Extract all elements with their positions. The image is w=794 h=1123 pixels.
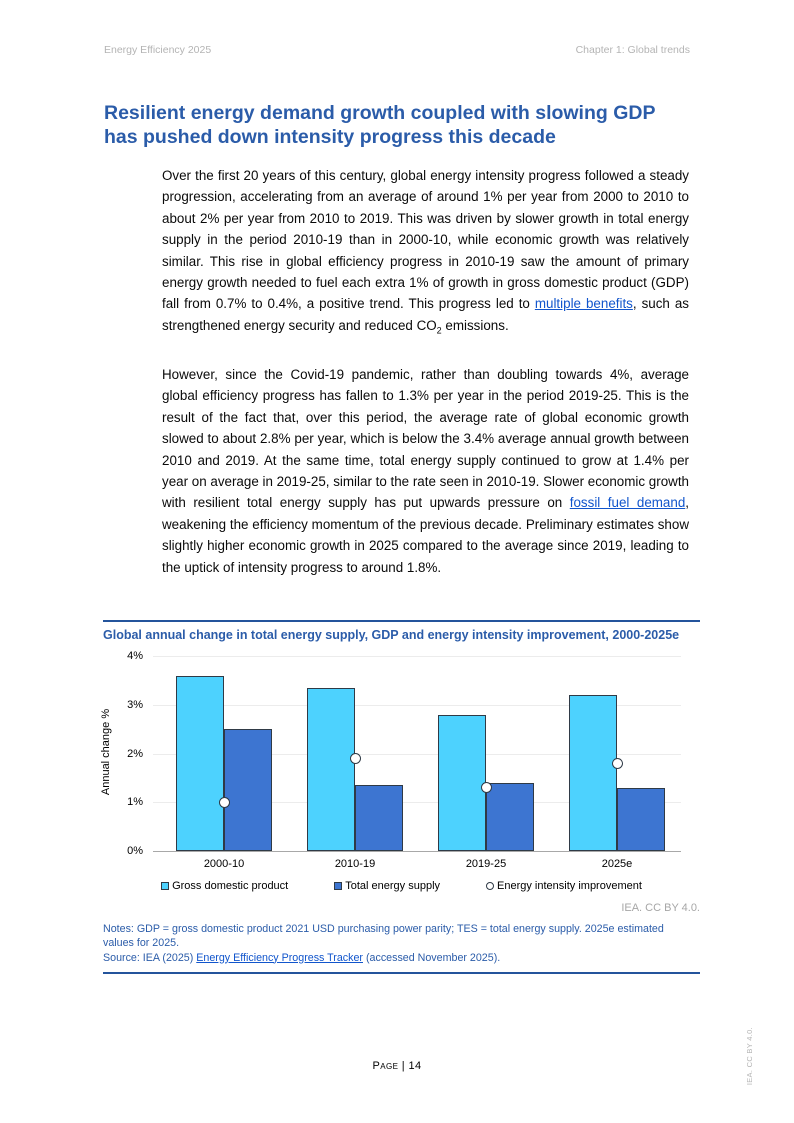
legend-item-energy-intensity-improvement (486, 880, 642, 892)
text-run: Notes: GDP = gross domestic product 2021 USD purchasing power parity; TES = total energy supply. 2025e estimated values for 2025. (103, 923, 664, 950)
chart-legend (103, 880, 700, 892)
circle-marker-icon (486, 882, 494, 890)
marker-energy-intensity-improvement-2000-10 (219, 797, 230, 808)
text-link[interactable]: fossil fuel demand (569, 495, 686, 511)
legend-label: Gross domestic product (172, 880, 289, 892)
x-tick-2025e: 2025e (601, 858, 633, 870)
figure-bottom-rule (103, 972, 700, 974)
bar-gross-domestic-product-2010-19 (307, 688, 355, 851)
y-tick-2%: 2% (127, 747, 143, 760)
bar-total-energy-supply-2000-10 (224, 729, 272, 851)
body-text (162, 165, 689, 600)
header-left-runninghead: Energy Efficiency 2025 (104, 44, 212, 56)
figure-notes (103, 922, 683, 965)
marker-energy-intensity-improvement-2019-25 (481, 782, 492, 793)
text-run: (accessed November 2025). (363, 951, 501, 964)
text-run: , weakening the efficiency momentum of the previous decade. Preliminary estimates show slightly higher economic growth in 2025 compared to the average since 2019, leading to the uptick of intensity progress to around 1.8%. (162, 495, 689, 575)
subscript-text: 2 (436, 325, 442, 336)
page-footer (0, 1060, 794, 1072)
paragraph-2 (162, 364, 689, 578)
x-tick-2000-10: 2000-10 (203, 858, 245, 870)
figure-top-rule (103, 620, 700, 622)
x-tick-2019-25: 2019-25 (465, 858, 507, 870)
note-line-2 (103, 951, 683, 965)
page-title: Resilient energy demand growth coupled with slowing GDP has pushed down intensity progress this decade (104, 102, 656, 148)
legend-item-gross-domestic-product (161, 880, 288, 892)
text-run: emissions. (441, 317, 509, 333)
square-swatch-icon (334, 882, 342, 890)
bar-total-energy-supply-2010-19 (355, 785, 403, 851)
y-axis-label: Annual change % (100, 708, 112, 796)
page-header (104, 44, 690, 56)
y-tick-4%: 4% (127, 650, 143, 662)
text-run: , such as strengthened energy security and reduced CO (162, 296, 689, 333)
bar-gross-domestic-product-2000-10 (176, 676, 224, 852)
legend-item-total-energy-supply (334, 880, 440, 892)
bar-total-energy-supply-2019-25 (486, 783, 534, 851)
y-tick-1%: 1% (127, 796, 143, 809)
marker-energy-intensity-improvement-2025e (612, 758, 623, 769)
y-tick-0%: 0% (127, 845, 143, 857)
bar-gross-domestic-product-2025e (569, 695, 617, 851)
text-run: However, since the Covid-19 pandemic, rather than doubling towards 4%, average global efficiency progress has fallen to 1.3% per year in the period 2019-25. This is the result of the fact that, over this period, the average rate of global economic growth slowed to about 2.8% per year, which is below the 3.4% average annual growth between 2010 and 2019. At the same time, total energy supply continued to grow at 1.4% per year on average in 2019-25, similar to the rate seen in 2010-19. Slower economic growth with resilient total energy supply has put upwards pressure on (162, 366, 689, 511)
bar-total-energy-supply-2025e (617, 788, 665, 851)
figure-title: Global annual change in total energy supply, GDP and energy intensity improvement, 2000-2025e (103, 628, 680, 642)
square-swatch-icon (161, 882, 169, 890)
x-tick-2010-19: 2010-19 (334, 858, 376, 870)
license-text: IEA. CC BY 4.0. (621, 902, 700, 914)
paragraph-1 (162, 165, 689, 342)
header-right-chapter: Chapter 1: Global trends (575, 44, 690, 56)
text-link[interactable]: multiple benefits (534, 296, 633, 312)
gridline-4% (153, 656, 681, 657)
legend-label: Energy intensity improvement (497, 880, 642, 892)
bar-chart (100, 650, 700, 878)
bar-gross-domestic-product-2019-25 (438, 715, 486, 852)
gridline-0% (153, 851, 681, 852)
figure-block (100, 620, 700, 974)
text-link[interactable]: Energy Efficiency Progress Tracker (196, 951, 363, 964)
text-run: Over the first 20 years of this century, global energy intensity progress followed a steady progression, accelerating from an average of around 1% per year from 2000 to 2010 to about 2% per year from 2010 to 2019. This was driven by slower growth in total energy supply in the period 2010-19 than in 2000-10, while economic growth was relatively similar. This rise in global efficiency progress in 2010-19 saw the amount of primary energy growth needed to fuel each extra 1% of growth in gross domestic product (GDP) fall from 0.7% to 0.4%, a positive trend. This progress led to (162, 168, 689, 312)
y-tick-3%: 3% (127, 698, 143, 711)
side-license-text: IEA. CC BY 4.0. (745, 1026, 754, 1085)
text-run: Source: IEA (2025) (103, 951, 197, 964)
legend-label: Total energy supply (345, 880, 441, 892)
marker-energy-intensity-improvement-2010-19 (350, 753, 361, 764)
note-line-1 (103, 922, 683, 951)
page-number: Page | 14 (372, 1060, 422, 1072)
